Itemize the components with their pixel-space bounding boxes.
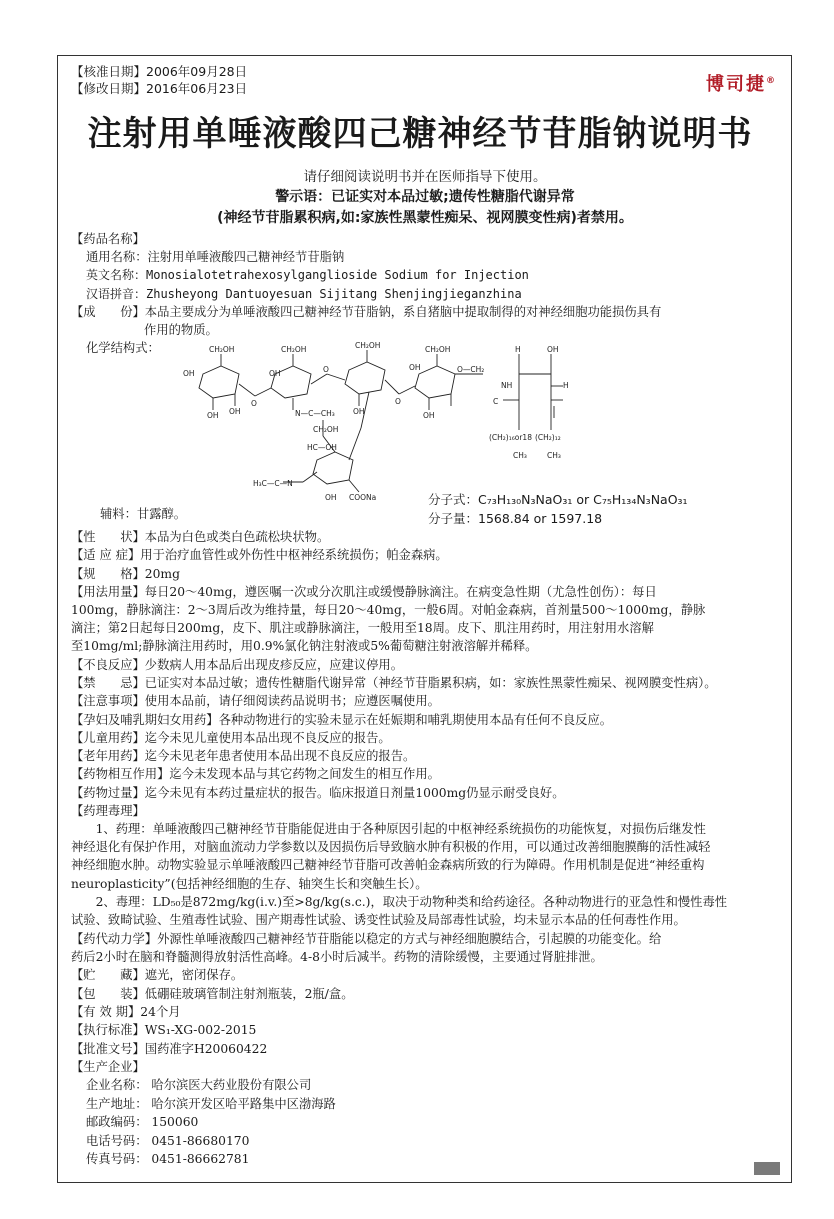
section-contraindications: 【禁 忌】已证实对本品过敏；遗传性糖脂代谢异常（神经节苷脂累积病，如：家族性黑蒙性痴呆、视网膜变性病）。 — [71, 676, 717, 690]
usage-notice: 请仔细阅读说明书并在医师指导下使用。 — [303, 169, 547, 185]
label-h3c: H₃C—C—N — [253, 479, 293, 488]
label-o-1: O — [251, 399, 257, 408]
ring-1 — [199, 366, 239, 398]
label-oh-6: OH — [409, 363, 421, 372]
company-address: 生产地址： 哈尔滨开发区哈平路集中区渤海路 — [86, 1097, 336, 1111]
label-ch2oh-3: CH₂OH — [355, 341, 381, 350]
section-pk-1: 【药代动力学】外源性单唾液酸四己糖神经节苷脂能以稳定的方式与神经细胞膜结合，引起膜的功能变化。给 — [71, 932, 662, 946]
drug-name-header: 【药品名称】 — [71, 232, 145, 246]
label-nh: NH — [501, 381, 513, 390]
company-postcode: 邮政编码： 150060 — [86, 1115, 199, 1129]
label-oh-1: OH — [183, 369, 195, 378]
english-name: 英文名称：Monosialotetrahexosylganglioside Sodium for Injection — [86, 268, 529, 282]
label-coona: COONa — [349, 493, 377, 502]
section-pharm-2: 神经退化有保护作用，对脑血流动力学参数以及因损伤后导致脑水肿有积极的作用，可以通过改善细胞膜酶的活性减轻 — [71, 840, 711, 854]
section-dosage-2: 100mg，静脉滴注：2～3周后改为维持量，每日20～40mg，一般6周。对帕金森病，首剂量500～1000mg，静脉 — [71, 603, 706, 617]
section-interactions: 【药物相互作用】迄今未发现本品与其它药物之间发生的相互作用。 — [71, 767, 440, 781]
section-dosage-4: 至10mg/ml;静脉滴注用药时，用0.9%氯化钠注射液或5%葡萄糖注射液溶解并稀释。 — [71, 639, 538, 653]
pinyin-name: 汉语拼音：Zhusheyong Dantuoyesuan Sijitang Shenjingjieganzhina — [86, 287, 522, 301]
label-h-1: H — [515, 345, 521, 354]
label-ch2oh-2: CH₂OH — [281, 345, 307, 354]
label-oh-4: OH — [269, 369, 281, 378]
revision-date: 【修改日期】2016年06月23日 — [71, 81, 248, 96]
company-fax: 传真号码： 0451-86662781 — [86, 1152, 250, 1166]
label-och2: O—CH₂ — [457, 365, 485, 374]
label-oh-7: OH — [423, 411, 435, 420]
label-oh-5: OH — [353, 407, 365, 416]
section-dosage-3: 滴注；第2日起每日200mg，皮下、肌注或静脉滴注，一般用至18周。皮下、肌注用药时，用注射用水溶解 — [71, 621, 654, 635]
label-hc-oh: HC—OH — [307, 443, 337, 452]
label-ch2oh-5: CH₂OH — [313, 425, 339, 434]
label-acetyl: N—C—CH₃ — [295, 409, 335, 418]
approval-date: 【核准日期】2006年09月28日 — [71, 64, 248, 79]
section-indications: 【适 应 症】用于治疗血管性或外伤性中枢神经系统损伤；帕金森病。 — [71, 548, 448, 562]
composition-line-2: 作用的物质。 — [144, 323, 218, 337]
section-pharm-3: 神经细胞水肿。动物实验显示单唾液酸四己糖神经节苷脂可改善帕金森病所致的行为障碍。作用机制是促进“神经重构 — [71, 858, 705, 872]
section-validity: 【有 效 期】24个月 — [71, 1005, 181, 1019]
label-oh-9: OH — [325, 493, 337, 502]
composition-text: 本品主要成分为单唾液酸四己糖神经节苷脂钠，系自猪脑中提取制得的对神经细胞功能损伤具有 — [144, 305, 662, 319]
generic-name: 通用名称：注射用单唾液酸四己糖神经节苷脂钠 — [86, 250, 345, 264]
section-pharmtox-header: 【药理毒理】 — [71, 804, 145, 818]
label-oh-3: OH — [229, 407, 241, 416]
section-pk-2: 药后2小时在脑和脊髓测得放射活性高峰。4-8小时后减半。药物的清除缓慢，主要通过肾脏排泄。 — [71, 950, 603, 964]
ring-3 — [345, 362, 385, 394]
section-standard: 【执行标准】WS₁-XG-002-2015 — [71, 1023, 257, 1037]
label-ch3-1: CH₃ — [513, 451, 527, 460]
date-block — [71, 63, 247, 97]
company-phone: 电话号码： 0451-86680170 — [86, 1134, 250, 1148]
label-ch2oh-1: CH₂OH — [209, 345, 235, 354]
registered-mark: ® — [766, 76, 775, 86]
composition-label: 【成 份】 — [71, 305, 145, 319]
structure-label: 化学结构式： — [86, 341, 160, 355]
brand-logo — [706, 70, 775, 96]
section-manufacturer: 【生产企业】 — [71, 1060, 145, 1074]
page-marker — [754, 1162, 780, 1175]
section-pharm-4: neuroplasticity”(包括神经细胞的生存、轴突生长和突触生长）。 — [71, 877, 428, 891]
section-package: 【包 装】低硼硅玻璃管制注射剂瓶装，2瓶/盒。 — [71, 987, 354, 1001]
section-approval: 【批准文号】国药准字H20060422 — [71, 1042, 268, 1056]
brand-name: 博司捷 — [706, 74, 766, 95]
label-o-3: O — [395, 397, 401, 406]
excipient: 辅料：甘露醇。 — [100, 507, 187, 521]
ring-5 — [313, 452, 353, 484]
section-dosage-1: 【用法用量】每日20～40mg，遵医嘱一次或分次肌注或缓慢静脉滴注。在病变急性期（尤急性创伤）：每日 — [71, 585, 657, 599]
section-precautions: 【注意事项】使用本品前，请仔细阅读药品说明书；应遵医嘱使用。 — [71, 694, 440, 708]
label-chain-2: (CH₂)₁₂ — [535, 433, 561, 442]
warning-line-1: 警示语：已证实对本品过敏;遗传性糖脂代谢异常 — [275, 189, 575, 205]
section-adverse: 【不良反应】少数病人用本品后出现皮疹反应，应建议停用。 — [71, 658, 404, 672]
label-ch2oh-4: CH₂OH — [425, 345, 451, 354]
section-storage: 【贮 藏】遮光，密闭保存。 — [71, 968, 244, 982]
section-elderly: 【老年用药】迄今未见老年患者使用本品出现不良反应的报告。 — [71, 749, 416, 763]
label-oh-2: OH — [207, 411, 219, 420]
label-c-1: C — [493, 397, 499, 406]
section-pharm-1: 1、药理：单唾液酸四己糖神经节苷脂能促进由于各种原因引起的中枢神经系统损伤的功能恢复，对损伤后继发性 — [71, 822, 706, 836]
composition-line-1 — [71, 303, 776, 321]
label-oh-8: OH — [547, 345, 559, 354]
section-tox-1: 2、毒理：LD₅₀是872mg/kg(i.v.)至>8g/kg(s.c.)，取决于动物种类和给药途径。各种动物进行的亚急性和慢性毒性 — [71, 895, 728, 909]
document-title: 注射用单唾液酸四己糖神经节苷脂钠说明书 — [87, 114, 753, 154]
warning-line-2: (神经节苷脂累积病,如:家族性黑蒙性痴呆、视网膜变性病)者禁用。 — [217, 210, 633, 226]
chemical-structure — [183, 340, 588, 510]
molecular-weight: 分子量：1568.84 or 1597.18 — [428, 511, 603, 526]
label-o-2: O — [323, 365, 329, 374]
label-ch3-2: CH₃ — [547, 451, 561, 460]
section-properties: 【性 状】本品为白色或类白色疏松块状物。 — [71, 530, 330, 544]
company-name: 企业名称： 哈尔滨医大药业股份有限公司 — [86, 1078, 312, 1092]
section-overdose: 【药物过量】迄今未见有本药过量症状的报告。临床报道日剂量1000mg仍显示耐受良好。 — [71, 786, 565, 800]
section-tox-2: 试验、致畸试验、生殖毒性试验、围产期毒性试验、诱变性试验及局部毒性试验，均未显示本品的任何毒性作用。 — [71, 913, 686, 927]
ring-4 — [415, 366, 455, 398]
molecular-formula: 分子式：C₇₃H₁₃₀N₃NaO₃₁ or C₇₅H₁₃₄N₃NaO₃₁ — [428, 492, 688, 507]
section-specification: 【规 格】20mg — [71, 567, 180, 581]
section-children: 【儿童用药】迄今未见儿童使用本品出现不良反应的报告。 — [71, 731, 391, 745]
section-pregnancy: 【孕妇及哺乳期妇女用药】各种动物进行的实验未显示在妊娠期和哺乳期使用本品有任何不良反应。 — [71, 713, 613, 727]
label-h-2: H — [563, 381, 569, 390]
label-chain-1: (CH₂)₁₆or18 — [489, 433, 532, 442]
